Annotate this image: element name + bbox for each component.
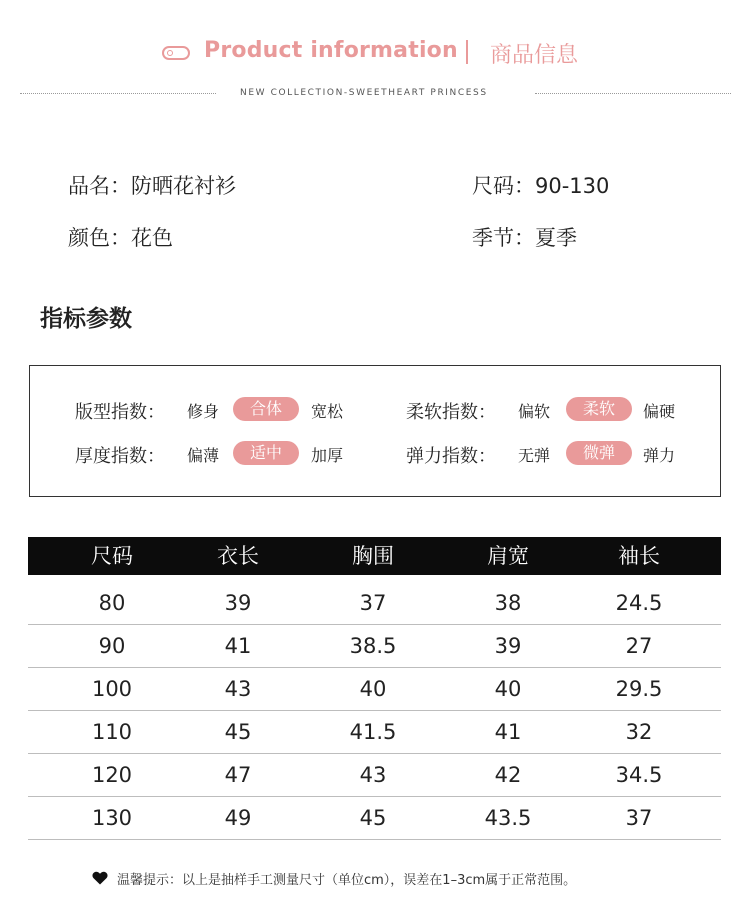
table-cell: 41.5 xyxy=(349,720,397,744)
index-fit-label: 版型指数： xyxy=(75,402,165,423)
table-cell: 43 xyxy=(359,763,387,787)
index-softness-option-3: 偏硬 xyxy=(643,402,676,421)
index-elasticity-option-1: 无弹 xyxy=(518,446,551,465)
table-cell: 24.5 xyxy=(615,591,663,615)
info-season xyxy=(472,222,577,252)
table-cell: 90 xyxy=(98,634,126,658)
table-row xyxy=(28,797,721,840)
table-cell: 32 xyxy=(625,720,653,744)
subtitle-row xyxy=(0,88,750,102)
table-header-cell: 尺码 xyxy=(91,544,133,568)
index-thickness xyxy=(75,441,375,467)
table-cell: 43 xyxy=(224,677,252,701)
table-cell: 45 xyxy=(359,806,387,830)
info-color-value: 花色 xyxy=(131,226,173,250)
index-elasticity-label: 弹力指数： xyxy=(406,446,496,467)
info-size-label: 尺码： xyxy=(472,174,535,198)
table-cell: 80 xyxy=(98,591,126,615)
table-cell: 37 xyxy=(359,591,387,615)
index-elasticity xyxy=(406,441,706,467)
info-name-value: 防晒花衬衫 xyxy=(131,174,236,198)
info-size-value: 90-130 xyxy=(535,174,610,198)
table-cell: 120 xyxy=(91,763,133,787)
subtitle: NEW COLLECTION-SWEETHEART PRINCESS xyxy=(240,88,488,98)
table-cell: 39 xyxy=(494,634,522,658)
index-thickness-selected-pill: 适中 xyxy=(233,441,299,465)
table-cell: 29.5 xyxy=(615,677,663,701)
table-cell: 41 xyxy=(494,720,522,744)
table-cell: 40 xyxy=(494,677,522,701)
index-thickness-label: 厚度指数： xyxy=(75,446,165,467)
section-title-indices: 指标参数 xyxy=(40,306,132,332)
page-header xyxy=(0,36,750,72)
table-row xyxy=(28,668,721,711)
heart-icon xyxy=(92,871,108,885)
index-softness-label: 柔软指数： xyxy=(406,402,496,423)
dotted-divider-left xyxy=(20,93,216,94)
footer-note: 温馨提示：以上是抽样手工测量尺寸（单位cm），误差在1–3cm属于正常范围。 xyxy=(117,873,577,888)
table-cell: 27 xyxy=(625,634,653,658)
table-cell: 49 xyxy=(224,806,252,830)
index-fit-option-3: 宽松 xyxy=(311,402,344,421)
table-row xyxy=(28,625,721,668)
table-header-cell: 胸围 xyxy=(352,544,394,568)
index-softness-option-1: 偏软 xyxy=(518,402,551,421)
index-fit-option-1: 修身 xyxy=(187,402,220,421)
index-thickness-option-3: 加厚 xyxy=(311,446,344,465)
table-cell: 100 xyxy=(91,677,133,701)
table-cell: 42 xyxy=(494,763,522,787)
info-color xyxy=(68,222,173,252)
index-softness-selected-pill: 柔软 xyxy=(566,397,632,421)
table-cell: 37 xyxy=(625,806,653,830)
table-row xyxy=(28,582,721,625)
table-cell: 45 xyxy=(224,720,252,744)
info-season-value: 夏季 xyxy=(535,226,577,250)
info-size xyxy=(472,170,609,200)
dotted-divider-right xyxy=(535,93,731,94)
index-elasticity-option-3: 弹力 xyxy=(643,446,676,465)
index-elasticity-selected-pill: 微弹 xyxy=(566,441,632,465)
table-row xyxy=(28,754,721,797)
index-thickness-option-1: 偏薄 xyxy=(187,446,220,465)
index-softness xyxy=(406,397,706,423)
table-cell: 41 xyxy=(224,634,252,658)
title-separator xyxy=(466,40,468,64)
index-box xyxy=(29,365,721,497)
table-cell: 40 xyxy=(359,677,387,701)
info-name-label: 品名： xyxy=(68,174,131,198)
table-row xyxy=(28,711,721,754)
table-cell: 43.5 xyxy=(484,806,532,830)
table-cell: 110 xyxy=(91,720,133,744)
info-name xyxy=(68,170,236,200)
info-color-label: 颜色： xyxy=(68,226,131,250)
toggle-icon xyxy=(162,46,190,60)
info-season-label: 季节： xyxy=(472,226,535,250)
table-cell: 34.5 xyxy=(615,763,663,787)
index-fit xyxy=(75,397,375,423)
title-english: Product information xyxy=(204,38,458,63)
table-header-cell: 肩宽 xyxy=(487,544,529,568)
table-cell: 38 xyxy=(494,591,522,615)
index-fit-selected-pill: 合体 xyxy=(233,397,299,421)
size-table-header xyxy=(28,537,721,575)
table-cell: 47 xyxy=(224,763,252,787)
table-header-cell: 袖长 xyxy=(618,544,660,568)
table-cell: 38.5 xyxy=(349,634,397,658)
title-chinese: 商品信息 xyxy=(490,43,579,68)
table-header-cell: 衣长 xyxy=(217,544,259,568)
table-cell: 39 xyxy=(224,591,252,615)
table-cell: 130 xyxy=(91,806,133,830)
